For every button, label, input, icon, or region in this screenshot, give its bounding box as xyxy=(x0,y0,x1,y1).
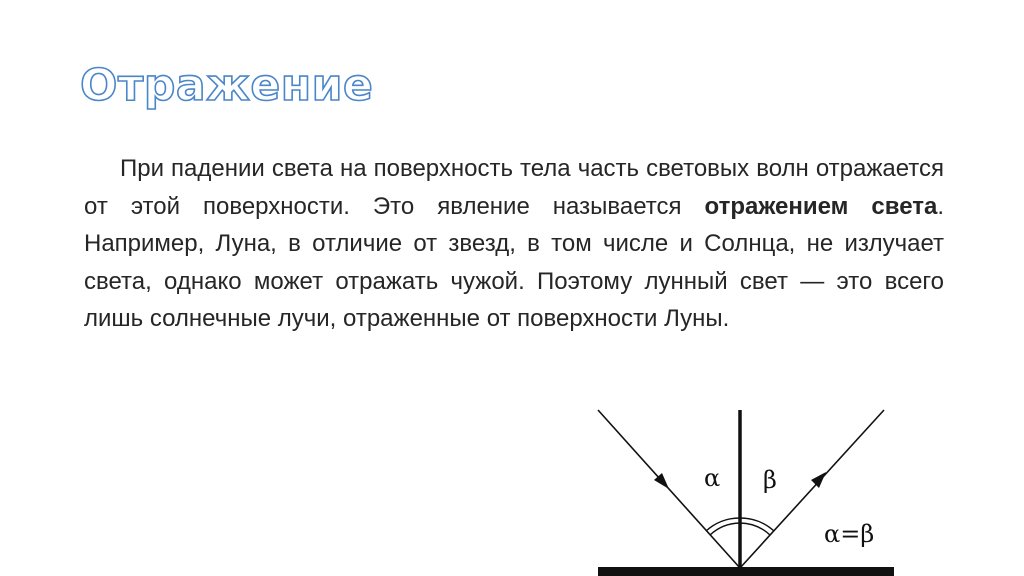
equation-label: α=β xyxy=(824,520,875,548)
alpha-label: α xyxy=(704,464,721,492)
paragraph-bold-term: отражением света xyxy=(704,192,938,220)
mirror-surface xyxy=(598,567,894,576)
slide-title: Отражение xyxy=(80,60,374,111)
beta-label: β xyxy=(763,466,777,494)
paragraph-text-part-2: . Например, Луна, в отличие от звезд, в том числе и Солнца, не излучает света, однако может отражать чужой. Поэтому лунный свет — это всего лишь солнечные лучи, отраженные от поверхности Луны. xyxy=(84,192,944,332)
reflected-arrowhead xyxy=(811,472,826,488)
reflection-diagram xyxy=(570,400,920,576)
paragraph-text-part-1: При падении света на поверхность тела часть световых волн отражается от этой поверхности. Это явление называется xyxy=(84,155,944,220)
angle-arc-beta xyxy=(740,518,774,531)
body-paragraph xyxy=(84,150,944,338)
angle-arc-alpha xyxy=(706,518,740,531)
